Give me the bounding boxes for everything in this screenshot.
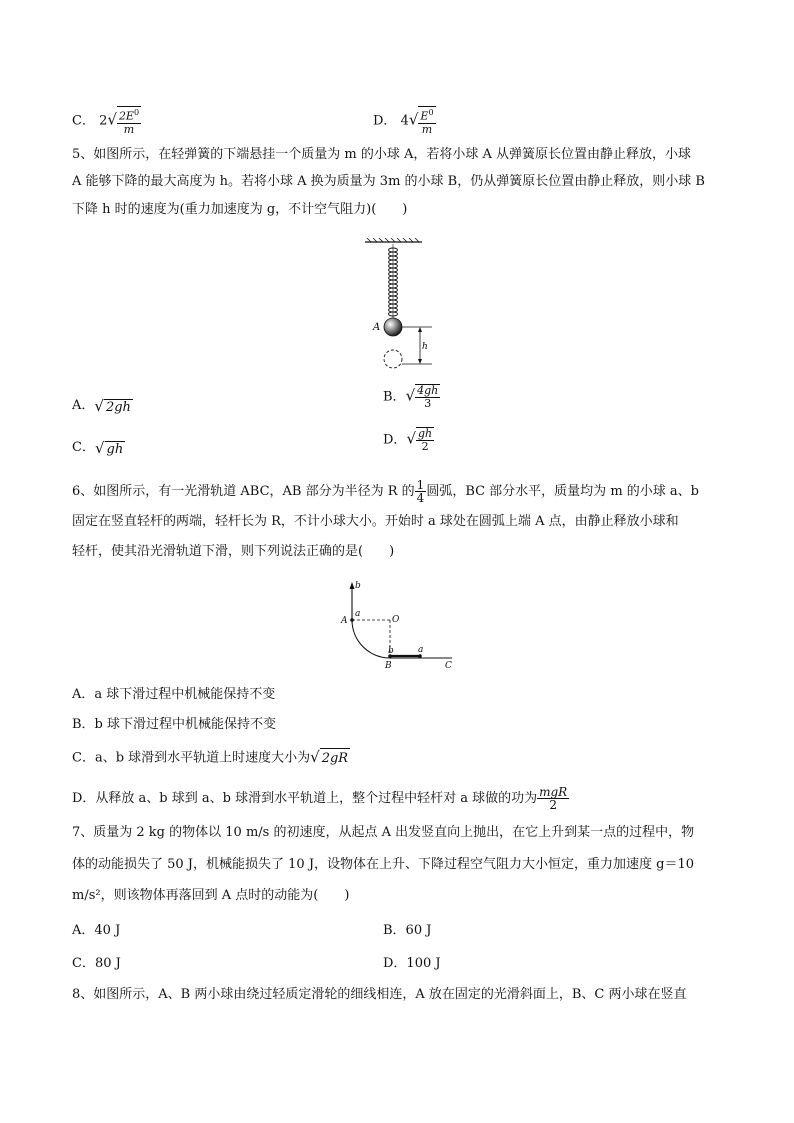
q6-option-b: B．b 球下滑过程中机械能保持不变 xyxy=(72,717,277,732)
fig-label-a2: a xyxy=(418,645,424,655)
q6-text-line1: 6、如图所示，有一光滑轨道 ABC，AB 部分为半径为 R 的 $\frac{1}{4}$ 圆弧，BC 部分水平，质量均为 m 的小球 a、b xyxy=(72,478,699,505)
q8-text-line1: 8、如图所示，A、B 两小球由绕过轻质定滑轮的细线相连，A 放在固定的光滑斜面上，B、C 两小球在竖直 xyxy=(72,987,687,1002)
q7-option-c: C．80 J xyxy=(72,956,121,971)
fig-label-b-top: b xyxy=(355,581,361,591)
sqrt-expr: √ $\frac{2E^0}{m}$ xyxy=(107,108,140,136)
q5-option-c: C．√ gh xyxy=(72,438,124,457)
q6-option-a: A．a 球下滑过程中机械能保持不变 xyxy=(72,687,276,702)
fig-label-C: C xyxy=(445,661,452,670)
fig-label-B: B xyxy=(385,661,392,670)
q5-option-a: A．√ 2gh xyxy=(72,396,131,415)
fig-label-O: O xyxy=(392,615,400,625)
q7-text-line3: m/s²，则该物体再落回到 A 点时的动能为( ) xyxy=(72,888,350,903)
spring-figure xyxy=(360,238,440,370)
q7-option-b: B．60 J xyxy=(383,923,432,938)
q7-option-d: D．100 J xyxy=(383,956,441,971)
option-d-prev: D． 4√ $\frac{E^0}{m}$ xyxy=(373,108,434,136)
fig-label-a: A xyxy=(373,322,381,333)
fig-label-b2: b xyxy=(388,646,394,656)
q6-option-d: D．从释放 a、b 球到 a、b 球滑到水平轨道上，整个过程中轻杆对 a 球做的功为 $\frac{\text{mgR}}{2}$ xyxy=(72,785,568,812)
track-figure xyxy=(335,578,460,670)
q5-option-d: D．√ $\frac{gh}{2}$ xyxy=(383,427,433,453)
q5-option-b: B．√ $\frac{4gh}{3}$ xyxy=(383,384,439,410)
q7-text-line2: 体的动能损失了 50 J，机械能损失了 10 J，设物体在上升、下降过程空气阻力大小恒定，重力加速度 g＝10 xyxy=(72,857,695,872)
q6-option-c: C．a、b 球滑到水平轨道上时速度大小为√ 2gR xyxy=(72,747,350,769)
option-c-prev: C． 2√ $\frac{2E^0}{m}$ xyxy=(72,108,140,136)
fig-label-a1: a xyxy=(355,609,361,619)
q5-text-line1: 5、如图所示，在轻弹簧的下端悬挂一个质量为 m 的小球 A，若将小球 A 从弹簧原长位置由静止释放，小球 xyxy=(72,147,692,162)
q6-text-line2: 固定在竖直轻杆的两端，轻杆长为 R，不计小球大小。开始时 a 球处在圆弧上端 A 点，由静止释放小球和 xyxy=(72,514,679,529)
q7-text-line1: 7、质量为 2 kg 的物体以 10 m/s 的初速度，从起点 A 出发竖直向上抛出，在它上升到某一点的过程中，物 xyxy=(72,825,695,840)
q5-text-line3: 下降 h 时的速度为(重力加速度为 g，不计空气阻力)( ) xyxy=(72,202,408,217)
fig-label-A: A xyxy=(341,616,348,626)
q6-text-line3: 轻杆，使其沿光滑轨道下滑，则下列说法正确的是( ) xyxy=(72,544,395,559)
fig-label-h: h xyxy=(422,342,428,352)
q5-text-line2: A 能够下降的最大高度为 h。若将小球 A 换为质量为 3m 的小球 B，仍从弹簧原长位置由静止释放，则小球 B xyxy=(72,174,705,189)
q7-option-a: A．40 J xyxy=(72,923,121,938)
